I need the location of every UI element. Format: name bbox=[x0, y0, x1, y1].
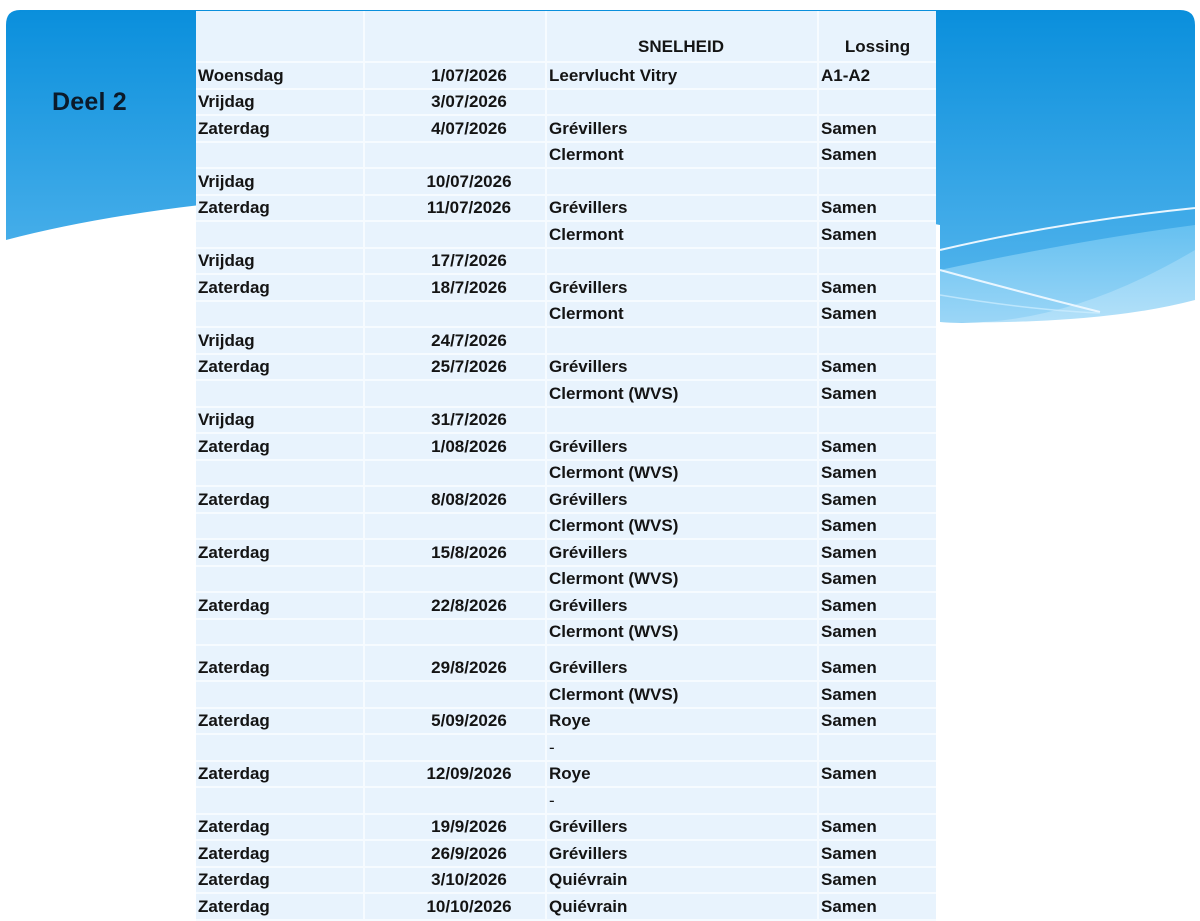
cell-date: 3/10/2026 bbox=[364, 867, 546, 894]
cell-day bbox=[196, 619, 364, 646]
schedule-table bbox=[196, 11, 936, 921]
cell-location: Grévillers bbox=[546, 645, 818, 681]
cell-lossing bbox=[818, 327, 936, 354]
cell-date: 10/10/2026 bbox=[364, 893, 546, 920]
cell-lossing: Samen bbox=[818, 221, 936, 248]
cell-lossing: Samen bbox=[818, 645, 936, 681]
table-row bbox=[196, 814, 936, 841]
cell-date bbox=[364, 380, 546, 407]
cell-date: 8/08/2026 bbox=[364, 486, 546, 513]
cell-day: Zaterdag bbox=[196, 354, 364, 381]
cell-day: Zaterdag bbox=[196, 195, 364, 222]
cell-date: 15/8/2026 bbox=[364, 539, 546, 566]
cell-day: Zaterdag bbox=[196, 539, 364, 566]
cell-day: Vrijdag bbox=[196, 248, 364, 275]
table-row bbox=[196, 592, 936, 619]
table-row bbox=[196, 62, 936, 89]
cell-location: Clermont bbox=[546, 221, 818, 248]
cell-lossing: Samen bbox=[818, 195, 936, 222]
cell-lossing: Samen bbox=[818, 761, 936, 788]
cell-location: Clermont (WVS) bbox=[546, 566, 818, 593]
table-row bbox=[196, 708, 936, 735]
cell-location bbox=[546, 89, 818, 116]
table-row bbox=[196, 619, 936, 646]
cell-date: 22/8/2026 bbox=[364, 592, 546, 619]
cell-date bbox=[364, 513, 546, 540]
cell-date: 29/8/2026 bbox=[364, 645, 546, 681]
table-row bbox=[196, 433, 936, 460]
cell-location bbox=[546, 168, 818, 195]
cell-day: Vrijdag bbox=[196, 168, 364, 195]
table-row bbox=[196, 89, 936, 116]
cell-location: Grévillers bbox=[546, 486, 818, 513]
table-row bbox=[196, 115, 936, 142]
table-row bbox=[196, 354, 936, 381]
cell-lossing: Samen bbox=[818, 592, 936, 619]
cell-day: Zaterdag bbox=[196, 486, 364, 513]
cell-date bbox=[364, 142, 546, 169]
cell-location: Grévillers bbox=[546, 115, 818, 142]
cell-date bbox=[364, 734, 546, 761]
table-row bbox=[196, 407, 936, 434]
cell-day: Zaterdag bbox=[196, 708, 364, 735]
table-row bbox=[196, 513, 936, 540]
cell-location: Grévillers bbox=[546, 814, 818, 841]
cell-day bbox=[196, 380, 364, 407]
cell-day: Zaterdag bbox=[196, 840, 364, 867]
cell-date: 18/7/2026 bbox=[364, 274, 546, 301]
cell-date: 12/09/2026 bbox=[364, 761, 546, 788]
cell-location: Clermont (WVS) bbox=[546, 460, 818, 487]
cell-lossing: Samen bbox=[818, 566, 936, 593]
cell-lossing: Samen bbox=[818, 867, 936, 894]
cell-day: Woensdag bbox=[196, 62, 364, 89]
cell-location: Quiévrain bbox=[546, 893, 818, 920]
cell-day bbox=[196, 734, 364, 761]
header-day bbox=[196, 11, 364, 62]
cell-date: 5/09/2026 bbox=[364, 708, 546, 735]
cell-date: 4/07/2026 bbox=[364, 115, 546, 142]
slide-title: Deel 2 bbox=[52, 88, 127, 116]
header-snelheid: SNELHEID bbox=[546, 11, 818, 62]
table-row bbox=[196, 787, 936, 814]
cell-day bbox=[196, 460, 364, 487]
header-lossing: Lossing bbox=[818, 11, 936, 62]
cell-location: Roye bbox=[546, 761, 818, 788]
cell-location: Grévillers bbox=[546, 840, 818, 867]
table-row bbox=[196, 761, 936, 788]
table-row bbox=[196, 301, 936, 328]
cell-location: Clermont bbox=[546, 142, 818, 169]
cell-location: Clermont (WVS) bbox=[546, 619, 818, 646]
table-row bbox=[196, 327, 936, 354]
cell-date: 25/7/2026 bbox=[364, 354, 546, 381]
cell-day bbox=[196, 566, 364, 593]
cell-day: Zaterdag bbox=[196, 867, 364, 894]
table-row bbox=[196, 867, 936, 894]
cell-day: Zaterdag bbox=[196, 592, 364, 619]
table-row bbox=[196, 460, 936, 487]
cell-date bbox=[364, 681, 546, 708]
cell-location: Grévillers bbox=[546, 539, 818, 566]
cell-date: 11/07/2026 bbox=[364, 195, 546, 222]
cell-date: 24/7/2026 bbox=[364, 327, 546, 354]
cell-location: Grévillers bbox=[546, 274, 818, 301]
table-row bbox=[196, 380, 936, 407]
cell-day: Zaterdag bbox=[196, 893, 364, 920]
cell-location: Grévillers bbox=[546, 354, 818, 381]
header-date bbox=[364, 11, 546, 62]
cell-date: 17/7/2026 bbox=[364, 248, 546, 275]
cell-date bbox=[364, 787, 546, 814]
cell-day: Zaterdag bbox=[196, 274, 364, 301]
cell-date: 3/07/2026 bbox=[364, 89, 546, 116]
cell-location: - bbox=[546, 787, 818, 814]
cell-location: Grévillers bbox=[546, 592, 818, 619]
cell-location: Leervlucht Vitry bbox=[546, 62, 818, 89]
cell-location bbox=[546, 327, 818, 354]
cell-location bbox=[546, 248, 818, 275]
cell-lossing bbox=[818, 787, 936, 814]
cell-lossing: Samen bbox=[818, 354, 936, 381]
cell-day bbox=[196, 787, 364, 814]
cell-day bbox=[196, 681, 364, 708]
table-row bbox=[196, 221, 936, 248]
cell-lossing bbox=[818, 168, 936, 195]
cell-day: Vrijdag bbox=[196, 89, 364, 116]
cell-location: - bbox=[546, 734, 818, 761]
cell-lossing: Samen bbox=[818, 460, 936, 487]
cell-date: 31/7/2026 bbox=[364, 407, 546, 434]
cell-day bbox=[196, 513, 364, 540]
table-row bbox=[196, 168, 936, 195]
cell-date: 26/9/2026 bbox=[364, 840, 546, 867]
cell-date: 1/08/2026 bbox=[364, 433, 546, 460]
cell-lossing: Samen bbox=[818, 893, 936, 920]
cell-lossing bbox=[818, 407, 936, 434]
cell-location: Roye bbox=[546, 708, 818, 735]
cell-lossing: Samen bbox=[818, 115, 936, 142]
cell-lossing: Samen bbox=[818, 681, 936, 708]
table-header-row bbox=[196, 11, 936, 62]
table-row bbox=[196, 195, 936, 222]
cell-lossing: Samen bbox=[818, 814, 936, 841]
cell-lossing: Samen bbox=[818, 840, 936, 867]
cell-lossing: Samen bbox=[818, 539, 936, 566]
cell-day bbox=[196, 142, 364, 169]
table-row bbox=[196, 274, 936, 301]
cell-location: Clermont (WVS) bbox=[546, 380, 818, 407]
cell-lossing: Samen bbox=[818, 433, 936, 460]
cell-date: 19/9/2026 bbox=[364, 814, 546, 841]
cell-date bbox=[364, 301, 546, 328]
cell-day: Zaterdag bbox=[196, 115, 364, 142]
cell-lossing bbox=[818, 248, 936, 275]
cell-day: Zaterdag bbox=[196, 761, 364, 788]
cell-lossing: Samen bbox=[818, 513, 936, 540]
cell-location: Clermont (WVS) bbox=[546, 681, 818, 708]
cell-lossing: Samen bbox=[818, 708, 936, 735]
cell-day bbox=[196, 221, 364, 248]
table-row bbox=[196, 566, 936, 593]
cell-lossing: A1-A2 bbox=[818, 62, 936, 89]
cell-lossing: Samen bbox=[818, 619, 936, 646]
cell-location bbox=[546, 407, 818, 434]
table-row bbox=[196, 893, 936, 920]
cell-lossing: Samen bbox=[818, 142, 936, 169]
cell-day: Zaterdag bbox=[196, 645, 364, 681]
cell-day: Zaterdag bbox=[196, 814, 364, 841]
table-row bbox=[196, 645, 936, 681]
table-row bbox=[196, 142, 936, 169]
table-row bbox=[196, 539, 936, 566]
cell-lossing: Samen bbox=[818, 486, 936, 513]
cell-date: 10/07/2026 bbox=[364, 168, 546, 195]
table-row bbox=[196, 248, 936, 275]
table-row bbox=[196, 840, 936, 867]
cell-lossing: Samen bbox=[818, 380, 936, 407]
cell-location: Grévillers bbox=[546, 195, 818, 222]
table-row bbox=[196, 734, 936, 761]
cell-lossing bbox=[818, 89, 936, 116]
cell-location: Grévillers bbox=[546, 433, 818, 460]
cell-date: 1/07/2026 bbox=[364, 62, 546, 89]
table-row bbox=[196, 486, 936, 513]
cell-date bbox=[364, 566, 546, 593]
cell-location: Quiévrain bbox=[546, 867, 818, 894]
table-row bbox=[196, 681, 936, 708]
cell-day: Vrijdag bbox=[196, 327, 364, 354]
cell-lossing bbox=[818, 734, 936, 761]
cell-day: Zaterdag bbox=[196, 433, 364, 460]
cell-lossing: Samen bbox=[818, 274, 936, 301]
cell-lossing: Samen bbox=[818, 301, 936, 328]
cell-date bbox=[364, 221, 546, 248]
cell-day: Vrijdag bbox=[196, 407, 364, 434]
cell-day bbox=[196, 301, 364, 328]
cell-date bbox=[364, 460, 546, 487]
cell-location: Clermont (WVS) bbox=[546, 513, 818, 540]
cell-location: Clermont bbox=[546, 301, 818, 328]
cell-date bbox=[364, 619, 546, 646]
